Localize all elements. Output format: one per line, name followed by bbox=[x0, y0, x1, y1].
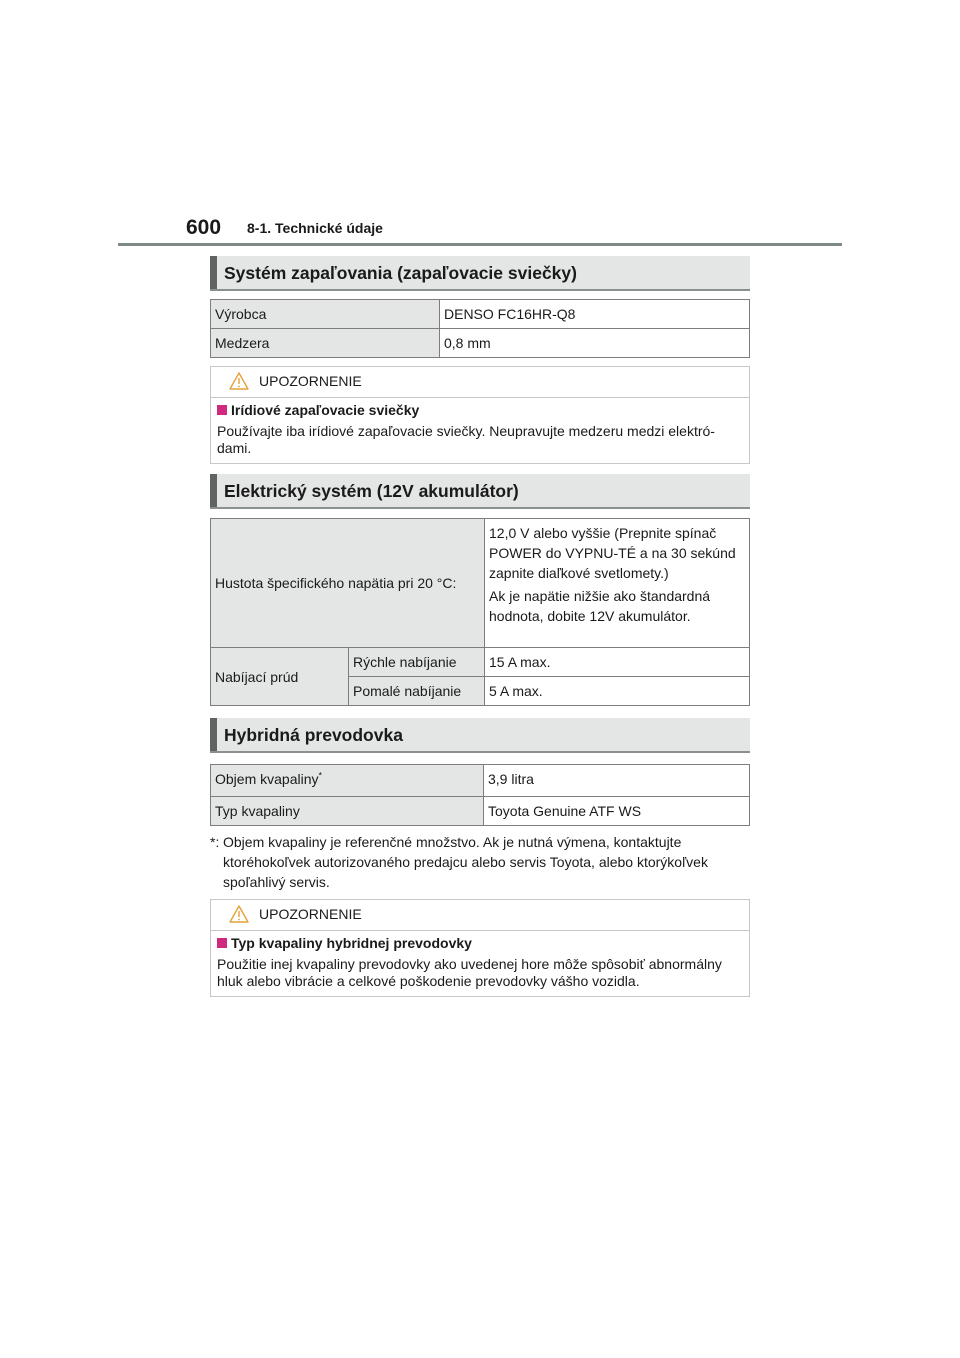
fast-charge-label: Rýchle nabíjanie bbox=[349, 648, 485, 677]
warning-box-spark-plugs bbox=[210, 366, 750, 464]
slow-charge-label: Pomalé nabíjanie bbox=[349, 677, 485, 706]
section-header-bar bbox=[210, 718, 217, 751]
transmission-table bbox=[210, 764, 750, 826]
section-header-bar bbox=[210, 256, 217, 289]
table-row bbox=[211, 648, 750, 677]
warning-box-transmission-fluid bbox=[210, 899, 750, 997]
section-header-bar bbox=[210, 474, 217, 507]
table-row bbox=[211, 329, 750, 358]
section-header-transmission bbox=[210, 718, 750, 753]
row-label: Medzera bbox=[211, 329, 440, 358]
section-title: Elektrický systém (12V akumulátor) bbox=[224, 481, 519, 501]
warning-triangle-icon bbox=[229, 372, 249, 390]
capacity-label-text: Objem kvapaliny bbox=[215, 771, 319, 787]
section-title: Systém zapaľovania (zapaľovacie sviečky) bbox=[224, 263, 577, 283]
section-header-ignition bbox=[210, 256, 750, 291]
capacity-value: 3,9 litra bbox=[484, 765, 750, 797]
charge-label: Nabíjací prúd bbox=[211, 648, 349, 706]
warning-triangle-icon bbox=[229, 905, 249, 923]
warning-header bbox=[211, 367, 749, 398]
footnote-text: Objem kvapaliny je referenčné množstvo. Ak je nutná výmena, kontaktujte ktoréhokoľvek autorizovaného predajcu alebo servis Toyota, alebo ktorýkoľvek spoľahlivý servis. bbox=[223, 834, 708, 890]
warning-subtitle bbox=[217, 935, 743, 952]
header-rule bbox=[118, 243, 842, 246]
warning-title: UPOZORNENIE bbox=[259, 906, 362, 922]
row-label: Výrobca bbox=[211, 300, 440, 329]
density-label: Hustota špecifického napätia pri 20 °C: bbox=[211, 519, 485, 648]
warning-subtitle-text: Typ kvapaliny hybridnej prevodovky bbox=[231, 935, 472, 951]
row-value: 0,8 mm bbox=[440, 329, 750, 358]
electrical-table bbox=[210, 518, 750, 706]
warning-header bbox=[211, 900, 749, 931]
section-title: Hybridná prevodovka bbox=[224, 725, 403, 745]
bullet-square-icon bbox=[217, 405, 227, 415]
chapter-title: 8-1. Technické údaje bbox=[247, 220, 383, 236]
fluid-type-label: Typ kvapaliny bbox=[211, 797, 484, 826]
slow-charge-value: 5 A max. bbox=[485, 677, 750, 706]
bullet-square-icon bbox=[217, 938, 227, 948]
warning-subtitle-text: Irídiové zapaľovacie sviečky bbox=[231, 402, 420, 418]
density-value bbox=[485, 519, 750, 648]
warning-body bbox=[211, 931, 749, 996]
section-header-electrical bbox=[210, 474, 750, 509]
table-row bbox=[211, 797, 750, 826]
page-number: 600 bbox=[186, 216, 222, 239]
warning-text: Použitie inej kvapaliny prevodovky ako uvedenej hore môže spôsobiť abnormálny hluk alebo vibrácie a celkové poškodenie prevodovky vášho vozidla. bbox=[217, 956, 722, 989]
footnote bbox=[210, 832, 750, 892]
capacity-label bbox=[211, 765, 484, 797]
ignition-table bbox=[210, 299, 750, 358]
row-value: DENSO FC16HR-Q8 bbox=[440, 300, 750, 329]
warning-subtitle bbox=[217, 402, 743, 419]
density-value-line2: Ak je napätie nižšie ako štandardná hodnota, dobite 12V akumulátor. bbox=[489, 588, 711, 624]
density-value-line1: 12,0 V alebo vyššie (Prepnite spínač POWER do VYPNU-TÉ a na 30 sekúnd zapnite diaľkové svetlomety.) bbox=[489, 525, 736, 581]
warning-body bbox=[211, 398, 749, 463]
fluid-type-value: Toyota Genuine ATF WS bbox=[484, 797, 750, 826]
warning-title: UPOZORNENIE bbox=[259, 373, 362, 389]
table-row bbox=[211, 300, 750, 329]
table-row bbox=[211, 765, 750, 797]
fast-charge-value: 15 A max. bbox=[485, 648, 750, 677]
table-row bbox=[211, 519, 750, 648]
footnote-marker: *: bbox=[210, 834, 220, 850]
footnote-mark: * bbox=[318, 770, 323, 781]
warning-text: Používajte iba irídiové zapaľovacie sviečky. Neupravujte medzeru medzi elektró-dami. bbox=[217, 423, 715, 456]
